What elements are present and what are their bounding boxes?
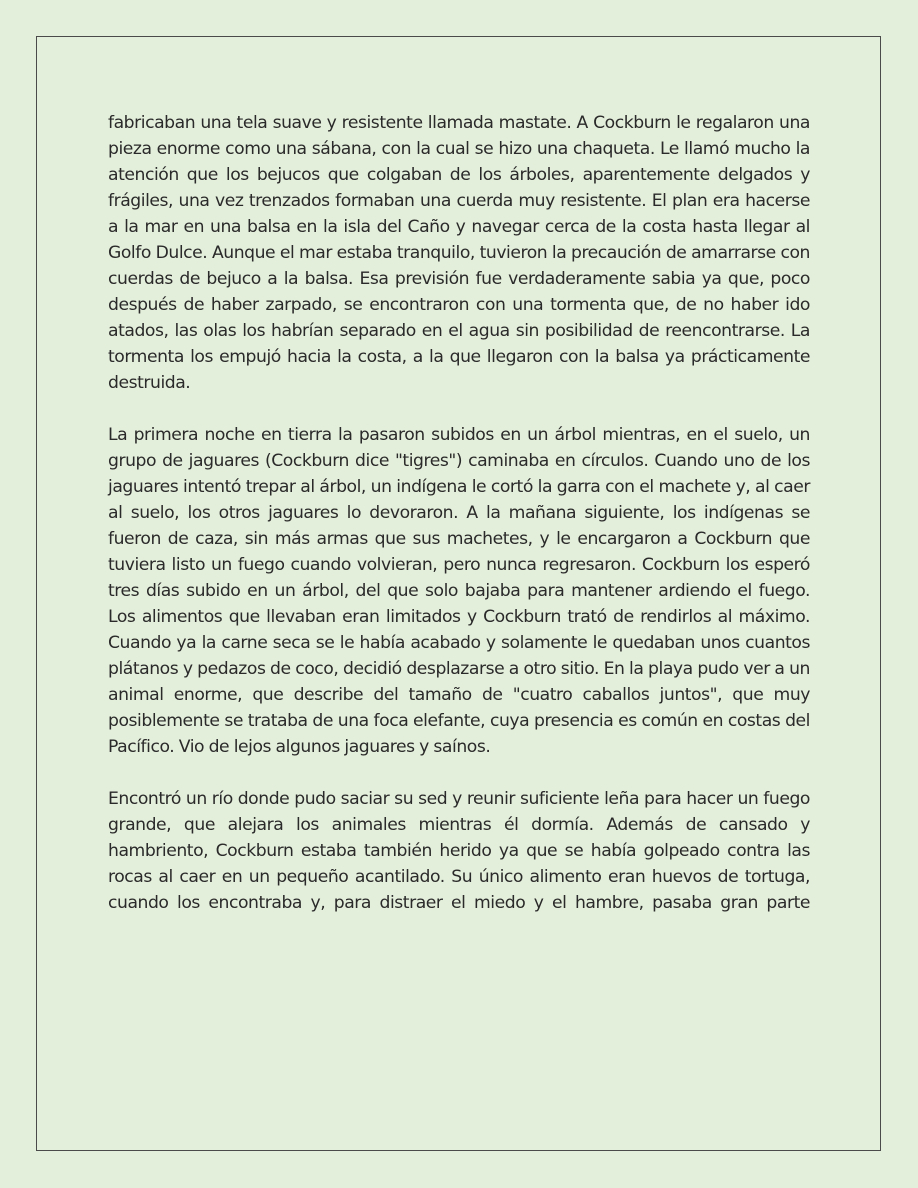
paragraph-1: fabricaban una tela suave y resistente llamada mastate. A Cockburn le regalaron una pieza enorme como una sábana, con la cual se hizo una chaqueta. Le llamó mucho la atención que los bejucos que colgaban de los árboles, aparentemente delgados y frágiles, una vez trenzados formaban una cuerda muy resistente. El plan era hacerse a la mar en una balsa en la isla del Caño y navegar cerca de la costa hasta llegar al Golfo Dulce. Aunque el mar estaba tranquilo, tuvieron la precaución de amarrarse con cuerdas de bejuco a la balsa. Esa previsión fue verdaderamente sabia ya que, poco después de haber zarpado, se encontraron con una tormenta que, de no haber ido atados, las olas los habrían separado en el agua sin posibilidad de reencontrarse. La tormenta los empujó hacia la costa, a la que llegaron con la balsa ya prácticamente destruida. — [108, 113, 810, 393]
document-body — [108, 110, 810, 942]
paragraph-3: Encontró un río donde pudo saciar su sed y reunir suficiente leña para hacer un fuego grande, que alejara los animales mientras él dormía. Además de cansado y hambriento, Cockburn estaba también herido ya que se había golpeado contra las rocas al caer en un pequeño acantilado. Su único alimento eran huevos de tortuga, cuando los encontraba y, para distraer el miedo y el hambre, pasaba gran parte — [108, 789, 810, 913]
paragraph-2: La primera noche en tierra la pasaron subidos en un árbol mientras, en el suelo, un grupo de jaguares (Cockburn dice "tigres") caminaba en círculos. Cuando uno de los jaguares intentó trepar al árbol, un indígena le cortó la garra con el machete y, al caer al suelo, los otros jaguares lo devoraron. A la mañana siguiente, los indígenas se fueron de caza, sin más armas que sus machetes, y le encargaron a Cockburn que tuviera listo un fuego cuando volvieran, pero nunca regresaron. Cockburn los esperó tres días subido en un árbol, del que solo bajaba para mantener ardiendo el fuego. Los alimentos que llevaban eran limitados y Cockburn trató de rendirlos al máximo. Cuando ya la carne seca se le había acabado y solamente le quedaban unos cuantos plátanos y pedazos de coco, decidió desplazarse a otro sitio. En la playa pudo ver a un animal enorme, que describe del tamaño de "cuatro caballos juntos", que muy posiblemente se trataba de una foca elefante, cuya presencia es común en costas del Pacífico. Vio de lejos algunos jaguares y saínos. — [108, 425, 810, 757]
